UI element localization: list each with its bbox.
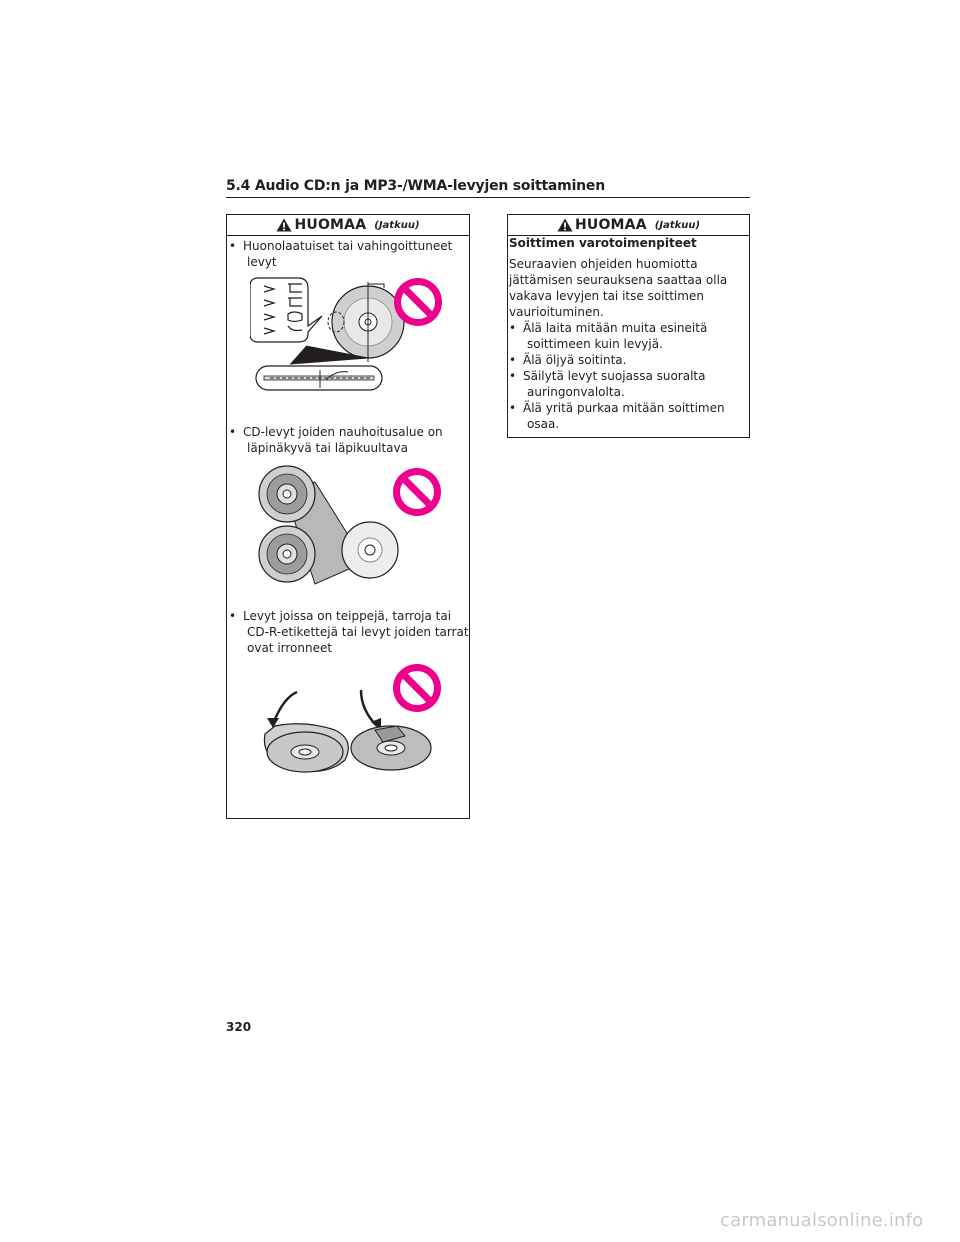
continued-label: (Jatkuu) (654, 219, 701, 231)
watermark: carmanualsonline.info (720, 1210, 924, 1231)
list-item: • CD-levyt joiden nauhoitusalue on läpinäkyvä tai läpikuultava (229, 425, 443, 455)
warning-triangle-icon (276, 218, 292, 232)
section-header: 5.4 Audio CD:n ja MP3-/WMA-levyjen soittaminen (226, 178, 750, 198)
list-item: • Huonolaatuiset tai vahingoittuneet levyt (229, 239, 453, 269)
list-item: • Älä öljyä soitinta. (509, 353, 627, 367)
continued-label: (Jatkuu) (374, 219, 420, 231)
stickered-disc-illustration (255, 660, 445, 780)
transparent-disc-illustration (255, 462, 445, 592)
list-item: • Säilytä levyt suojassa suoralta auringonvalolta. (509, 369, 706, 399)
caution-box-header (227, 215, 469, 236)
caution-label: HUOMAA (574, 217, 647, 233)
list-item: • Älä laita mitään muita esineitä soittimeen kuin levyjä. (509, 321, 708, 351)
section-title: Soittimen varotoimenpiteet (509, 236, 697, 250)
intro-paragraph: Seuraavien ohjeiden huomiotta jättämisen seurauksena saattaa olla vakava levyjen tai itse soittimen vaurioituminen. (509, 257, 728, 319)
caution-label: HUOMAA (294, 217, 367, 233)
list-item: • Levyt joissa on teippejä, tarroja tai CD-R-etikettejä tai levyt joiden tarrat ovat irronneet (229, 609, 469, 655)
list-item: • Älä yritä purkaa mitään soittimen osaa. (509, 401, 725, 431)
page-number: 320 (226, 1020, 252, 1034)
warning-triangle-icon (557, 218, 573, 232)
caution-box-header (508, 215, 749, 236)
damaged-disc-illustration (250, 272, 450, 402)
